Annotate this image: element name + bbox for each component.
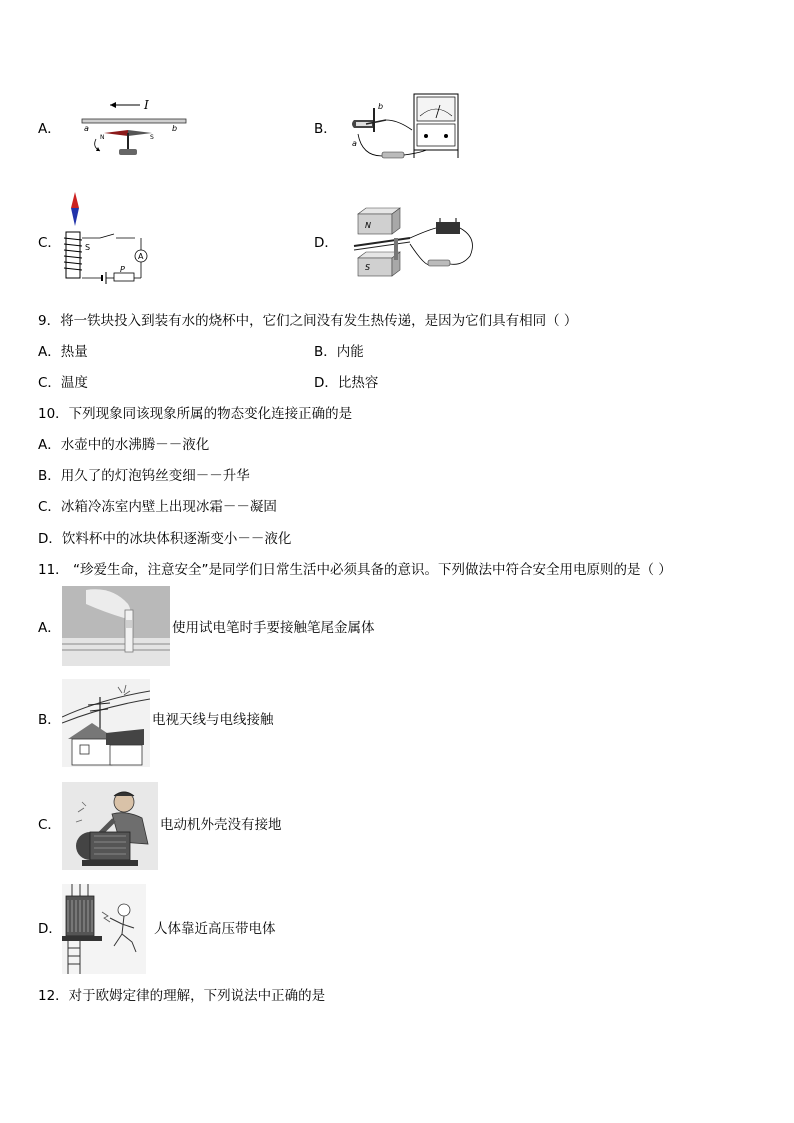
svg-text:N: N — [100, 134, 105, 141]
q10-stem: 10．下列现象同该现象所属的物态变化连接正确的是 — [38, 406, 353, 422]
q9-option-d[interactable]: D．比热容 — [314, 375, 379, 391]
svg-text:S: S — [365, 263, 371, 272]
q11-photo-c-motor-worker — [62, 782, 158, 870]
q10-option-a[interactable]: A．水壶中的水沸腾－－液化 — [38, 437, 210, 453]
q11-stem: 11． “珍爱生命，注意安全”是同学们日常生活中必须具备的意识。下列做法中符合安全用电原则的是（ ） — [38, 562, 672, 578]
svg-text:S: S — [85, 243, 91, 252]
svg-text:b: b — [172, 124, 178, 133]
q11-option-c-text[interactable]: 电动机外壳没有接地 — [160, 817, 282, 833]
svg-text:b: b — [378, 102, 384, 111]
q10-option-d[interactable]: D．饮料杯中的冰块体积逐渐变小－－液化 — [38, 531, 292, 547]
svg-text:A: A — [138, 252, 144, 261]
svg-text:S: S — [150, 134, 154, 141]
q8-figure-a-wire-compass — [82, 95, 192, 165]
q11-option-a-text[interactable]: 使用试电笔时手要接触笔尾金属体 — [172, 620, 375, 636]
q8-figure-d-motor-circuit — [350, 208, 478, 278]
q8-option-d-letter: D． — [314, 235, 338, 251]
q9-stem: 9．将一铁块投入到装有水的烧杯中，它们之间没有发生热传递，是因为它们具有相同（ ） — [38, 313, 578, 329]
q8-figure-c-electromagnet-circuit — [62, 192, 154, 286]
q12-stem: 12．对于欧姆定律的理解，下列说法中正确的是 — [38, 988, 326, 1004]
q11-option-a-letter: A． — [38, 620, 61, 636]
svg-text:a: a — [84, 124, 89, 133]
svg-text:P: P — [120, 265, 125, 274]
q11-photo-a-test-pen — [62, 586, 170, 666]
q8-figure-b-generator-galvanometer — [348, 90, 468, 166]
q11-photo-d-high-voltage — [62, 884, 146, 974]
q8a-current-label: I — [144, 98, 149, 112]
q10-option-c[interactable]: C．冰箱冷冻室内壁上出现冰霜－－凝固 — [38, 499, 277, 515]
q9-option-b[interactable]: B．内能 — [314, 344, 364, 360]
q11-option-b-letter: B． — [38, 712, 61, 728]
q11-option-b-text[interactable]: 电视天线与电线接触 — [152, 712, 274, 728]
q11-photo-b-antenna-house — [62, 679, 150, 767]
q10-option-b[interactable]: B．用久了的灯泡钨丝变细－－升华 — [38, 468, 250, 484]
q8-option-a-letter: A． — [38, 121, 61, 137]
q9-option-a[interactable]: A．热量 — [38, 344, 88, 360]
q11-option-d-text[interactable]: 人体靠近高压带电体 — [154, 921, 276, 937]
q8-option-c-letter: C． — [38, 235, 61, 251]
q11-option-d-letter: D． — [38, 921, 62, 937]
svg-text:a: a — [352, 139, 357, 148]
q11-option-c-letter: C． — [38, 817, 61, 833]
q8-option-b-letter: B． — [314, 121, 337, 137]
svg-text:N: N — [365, 221, 371, 230]
q9-option-c[interactable]: C．温度 — [38, 375, 88, 391]
